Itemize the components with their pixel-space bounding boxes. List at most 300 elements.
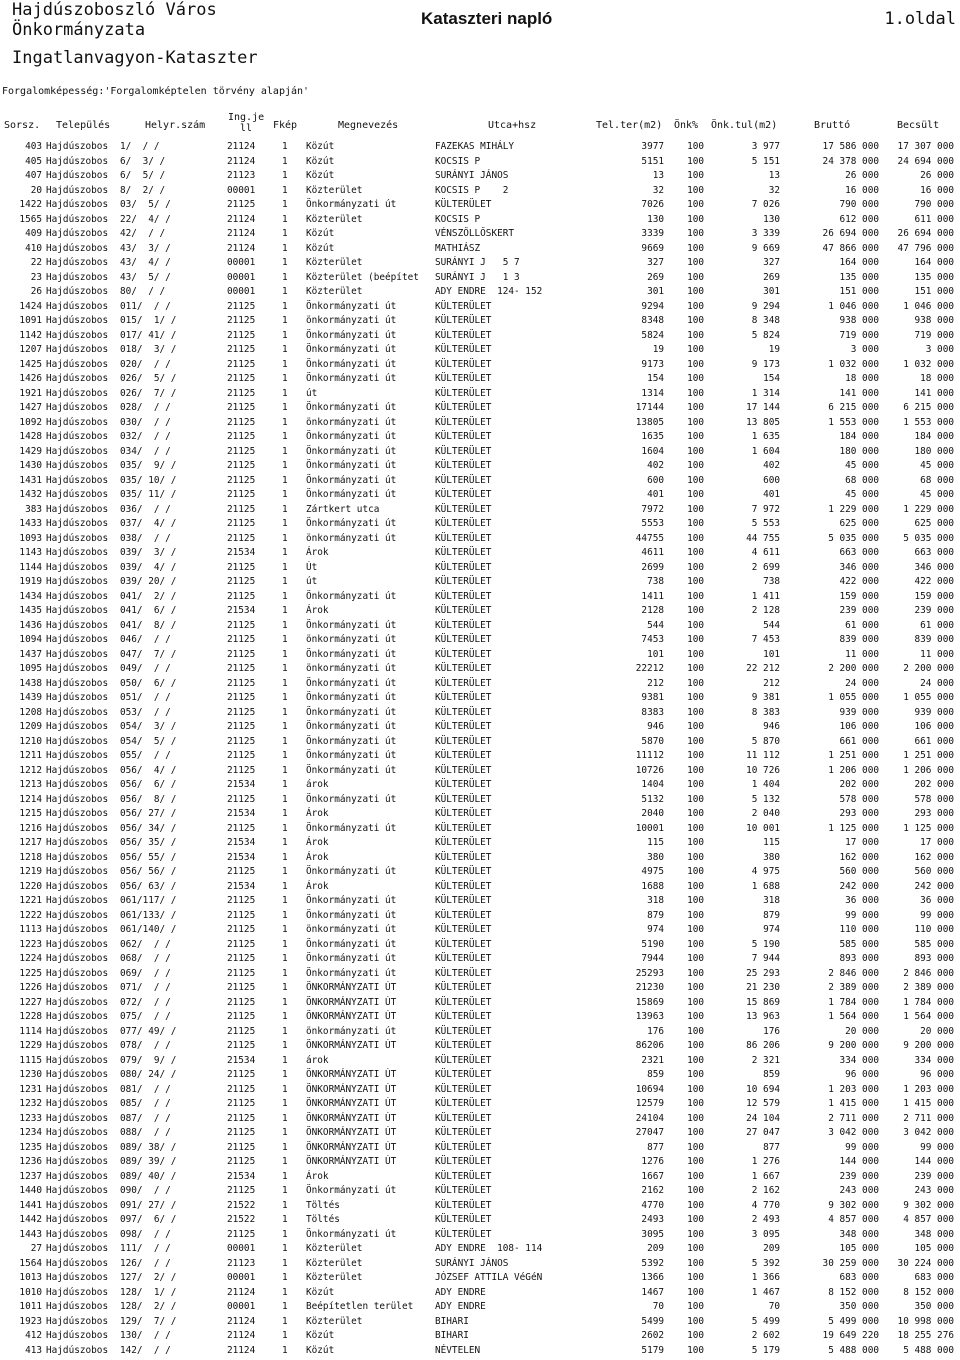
cell-telek-terulet: 209 (647, 1243, 664, 1254)
cell-fokep: 1 (282, 967, 288, 979)
cell-onk-szazalek: 100 (687, 880, 704, 892)
cell-brutto: 625 000 (839, 518, 879, 529)
cell-megnevezes: Közterület (306, 1257, 363, 1269)
cell-ingatlan-jelleg: 21125 (227, 561, 256, 573)
cell-utca-hsz: KÜLTERÜLET (435, 503, 492, 515)
cell-brutto: 30 259 000 (822, 1257, 879, 1269)
cell-brutto: 106 000 (839, 721, 879, 732)
cell-megnevezes: Önkormányzati út (306, 373, 397, 384)
cell-helyrajziszam: 6/ 5/ / (120, 170, 166, 181)
cell-helyrajziszam: 046/ / / (120, 634, 171, 645)
cell-fokep: 1 (282, 634, 288, 645)
cell-onk-tulajdon: 22 212 (746, 663, 780, 674)
cell-fokep: 1 (282, 1127, 288, 1138)
cell-onk-tulajdon: 86 206 (746, 1040, 780, 1051)
table-row (0, 271, 960, 286)
cell-becsult: 162 000 (914, 851, 954, 863)
table-row (0, 1184, 960, 1199)
cell-ingatlan-jelleg: 21125 (227, 1112, 256, 1124)
cell-ingatlan-jelleg: 21125 (227, 489, 256, 500)
table-row (0, 952, 960, 967)
cell-fokep: 1 (282, 286, 288, 297)
table-row (0, 343, 960, 358)
cell-brutto: 1 229 000 (828, 503, 879, 515)
cell-helyrajziszam: 051/ / / (120, 692, 171, 703)
cell-telepules: Hajdúszobos (46, 851, 109, 863)
cell-megnevezes: Önkormányzati út (306, 706, 397, 718)
cell-fokep: 1 (282, 1054, 288, 1066)
cell-fokep: 1 (282, 590, 288, 602)
cell-fokep: 1 (282, 1344, 288, 1356)
cell-fokep: 1 (282, 1214, 288, 1225)
cell-telek-terulet: 1635 (641, 431, 664, 442)
cell-fokep: 1 (282, 344, 288, 355)
cell-megnevezes: árok (306, 1054, 329, 1066)
cell-onk-szazalek: 100 (687, 1040, 704, 1051)
cell-ingatlan-jelleg: 21125 (227, 953, 256, 964)
cell-ingatlan-jelleg: 21125 (227, 1040, 256, 1051)
cell-fokep: 1 (282, 489, 288, 500)
cell-onk-szazalek: 100 (687, 474, 704, 486)
cell-fokep: 1 (282, 300, 288, 312)
cell-utca-hsz: KÜLTERÜLET (435, 1069, 492, 1080)
cell-sorsz: 1424 (19, 300, 42, 312)
cell-utca-hsz: KÜLTERÜLET (435, 721, 492, 732)
cell-onk-tulajdon: 15 869 (746, 996, 780, 1008)
cell-brutto: 578 000 (839, 793, 879, 805)
cell-telepules: Hajdúszobos (46, 1315, 109, 1327)
cell-megnevezes: Önkormányzati út (306, 402, 397, 413)
cell-telek-terulet: 9294 (641, 300, 664, 312)
table-row (0, 561, 960, 576)
cell-onk-tulajdon: 269 (763, 271, 780, 283)
cell-telek-terulet: 10001 (635, 822, 664, 834)
cell-megnevezes: Árok (306, 851, 329, 863)
cell-ingatlan-jelleg: 21522 (227, 1199, 256, 1211)
cell-telepules: Hajdúszobos (46, 300, 109, 312)
cell-megnevezes: árok (306, 779, 329, 790)
table-row (0, 1155, 960, 1170)
cell-onk-szazalek: 100 (687, 199, 704, 210)
cell-onk-tulajdon: 10 001 (746, 822, 780, 834)
cell-ingatlan-jelleg: 21125 (227, 1083, 256, 1095)
cell-onk-szazalek: 100 (687, 1228, 704, 1240)
cell-telepules: Hajdúszobos (46, 184, 109, 196)
table-row (0, 227, 960, 242)
table-row (0, 445, 960, 460)
cell-brutto: 663 000 (839, 547, 879, 558)
cell-helyrajziszam: 028/ / / (120, 402, 171, 413)
filter-line: Forgalomképesség:'Forgalomképtelen törvény alapján' (2, 86, 310, 97)
cell-utca-hsz: KÜLTERÜLET (435, 982, 492, 993)
cell-fokep: 1 (282, 822, 288, 834)
cell-ingatlan-jelleg: 21125 (227, 1228, 256, 1240)
cell-brutto: 3 042 000 (828, 1127, 879, 1138)
cell-ingatlan-jelleg: 21124 (227, 1315, 256, 1327)
table-row (0, 517, 960, 532)
cell-helyrajziszam: 062/ / / (120, 938, 171, 950)
cell-utca-hsz: JÓZSEF ATTILA VéGéN (435, 1272, 543, 1283)
cell-becsult: 939 000 (914, 706, 954, 718)
cell-telepules: Hajdúszobos (46, 895, 109, 906)
table-row (0, 300, 960, 315)
cell-sorsz: 1210 (19, 735, 42, 747)
cell-brutto: 1 553 000 (828, 416, 879, 428)
cell-onk-szazalek: 100 (687, 837, 704, 848)
cell-utca-hsz: KÜLTERÜLET (435, 547, 492, 558)
cell-telek-terulet: 269 (647, 271, 664, 283)
cell-becsult: 585 000 (914, 938, 954, 950)
cell-telepules: Hajdúszobos (46, 779, 109, 790)
cell-becsult: 5 488 000 (903, 1344, 954, 1356)
cell-megnevezes: Önkormányzati út (306, 692, 397, 703)
cell-helyrajziszam: 056/ 35/ / (120, 837, 177, 848)
table-row (0, 1271, 960, 1286)
cell-brutto: 1 564 000 (828, 1011, 879, 1022)
col-header-telek-terulet: Tel.ter(m2) (596, 120, 663, 131)
cell-sorsz: 1220 (19, 880, 42, 892)
table-row (0, 720, 960, 735)
cell-helyrajziszam: 036/ / / (120, 503, 171, 515)
cell-onk-szazalek: 100 (687, 793, 704, 805)
cell-onk-tulajdon: 24 104 (746, 1112, 780, 1124)
table-row (0, 184, 960, 199)
cell-telepules: Hajdúszobos (46, 155, 109, 167)
cell-sorsz: 1442 (19, 1214, 42, 1225)
cell-ingatlan-jelleg: 21534 (227, 1170, 256, 1182)
cell-megnevezes: Közterület (306, 1315, 363, 1327)
table-row (0, 1242, 960, 1257)
cell-becsult: 24 694 000 (897, 155, 954, 167)
cell-helyrajziszam: 037/ 4/ / (120, 518, 177, 529)
cell-telepules: Hajdúszobos (46, 1011, 109, 1022)
cell-telepules: Hajdúszobos (46, 1025, 109, 1037)
cell-onk-tulajdon: 32 (768, 184, 780, 196)
cell-onk-szazalek: 100 (687, 315, 704, 326)
cell-sorsz: 1221 (19, 895, 42, 906)
cell-brutto: 893 000 (839, 953, 879, 964)
cell-megnevezes: Önkormányzati út (306, 329, 397, 341)
cell-telek-terulet: 380 (647, 851, 664, 863)
cell-becsult: 893 000 (914, 953, 954, 964)
table-row (0, 416, 960, 431)
cell-helyrajziszam: 075/ / / (120, 1011, 171, 1022)
cell-helyrajziszam: 090/ / / (120, 1185, 171, 1196)
cell-brutto: 334 000 (839, 1054, 879, 1066)
cell-utca-hsz: KÜLTERÜLET (435, 634, 492, 645)
cell-brutto: 661 000 (839, 735, 879, 747)
cell-brutto: 293 000 (839, 808, 879, 819)
cell-utca-hsz: KÜLTERÜLET (435, 1228, 492, 1240)
cell-onk-tulajdon: 7 972 (751, 503, 780, 515)
cell-fokep: 1 (282, 721, 288, 732)
cell-sorsz: 1095 (19, 663, 42, 674)
cell-helyrajziszam: 039/ 3/ / (120, 547, 177, 558)
cell-utca-hsz: SURÁNYI J 1 3 (435, 271, 520, 283)
cell-telepules: Hajdúszobos (46, 373, 109, 384)
cell-sorsz: 1233 (19, 1112, 42, 1124)
cell-brutto: 2 711 000 (828, 1112, 879, 1124)
cell-brutto: 839 000 (839, 634, 879, 645)
cell-becsult: 3 000 (925, 344, 954, 355)
cell-utca-hsz: KÜLTERÜLET (435, 605, 492, 616)
cell-megnevezes: Önkormányzati út (306, 489, 397, 500)
cell-telek-terulet: 2321 (641, 1054, 664, 1066)
cell-sorsz: 1436 (19, 619, 42, 631)
cell-becsult: 24 000 (920, 677, 954, 689)
cell-ingatlan-jelleg: 21125 (227, 416, 256, 428)
cell-sorsz: 1430 (19, 460, 42, 471)
cell-onk-tulajdon: 402 (763, 460, 780, 471)
cell-helyrajziszam: 080/ 24/ / (120, 1069, 177, 1080)
cell-sorsz: 1228 (19, 1011, 42, 1022)
cell-helyrajziszam: 041/ 8/ / (120, 619, 177, 631)
cell-telepules: Hajdúszobos (46, 1272, 109, 1283)
cell-helyrajziszam: 128/ 2/ / (120, 1301, 177, 1312)
cell-onk-szazalek: 100 (687, 1301, 704, 1312)
cell-sorsz: 1143 (19, 547, 42, 558)
cell-onk-szazalek: 100 (687, 300, 704, 312)
cell-brutto: 2 846 000 (828, 967, 879, 979)
cell-sorsz: 1216 (19, 822, 42, 834)
cell-telek-terulet: 13805 (635, 416, 664, 428)
cell-fokep: 1 (282, 1330, 288, 1341)
cell-brutto: 16 000 (845, 184, 879, 196)
cell-onk-tulajdon: 5 870 (751, 735, 780, 747)
cell-becsult: 151 000 (914, 286, 954, 297)
cell-onk-szazalek: 100 (687, 924, 704, 935)
table-row (0, 633, 960, 648)
cell-helyrajziszam: 054/ 3/ / (120, 721, 177, 732)
cell-helyrajziszam: 017/ 41/ / (120, 329, 177, 341)
cell-onk-tulajdon: 2 128 (751, 605, 780, 616)
cell-utca-hsz: KÜLTERÜLET (435, 1214, 492, 1225)
cell-becsult: 180 000 (914, 445, 954, 457)
cell-onk-szazalek: 100 (687, 1127, 704, 1138)
cell-telek-terulet: 3977 (641, 141, 664, 152)
cell-helyrajziszam: 127/ 2/ / (120, 1272, 177, 1283)
table-row (0, 1257, 960, 1272)
cell-utca-hsz: KOCSIS P 2 (435, 184, 509, 196)
cell-utca-hsz: KÜLTERÜLET (435, 1011, 492, 1022)
cell-becsult: 239 000 (914, 605, 954, 616)
cell-telepules: Hajdúszobos (46, 1083, 109, 1095)
cell-helyrajziszam: 129/ 7/ / (120, 1315, 177, 1327)
cell-utca-hsz: KÜLTERÜLET (435, 344, 492, 355)
cell-onk-tulajdon: 12 579 (746, 1098, 780, 1109)
cell-brutto: 96 000 (845, 1069, 879, 1080)
cell-sorsz: 1013 (19, 1272, 42, 1283)
cell-telek-terulet: 4770 (641, 1199, 664, 1211)
cell-ingatlan-jelleg: 21125 (227, 315, 256, 326)
cell-telek-terulet: 32 (652, 184, 664, 196)
cell-megnevezes: Közterület (306, 184, 363, 196)
cell-onk-szazalek: 100 (687, 706, 704, 718)
table-row (0, 1228, 960, 1243)
cell-utca-hsz: KÜLTERÜLET (435, 416, 492, 428)
cell-ingatlan-jelleg: 00001 (227, 1301, 256, 1312)
cell-telepules: Hajdúszobos (46, 793, 109, 805)
table-row (0, 662, 960, 677)
cell-utca-hsz: FAZEKAS MIHÁLY (435, 141, 515, 152)
cell-megnevezes: önkormányzati út (306, 315, 397, 326)
cell-brutto: 239 000 (839, 1170, 879, 1182)
table-row (0, 822, 960, 837)
cell-brutto: 9 200 000 (828, 1040, 879, 1051)
cell-telepules: Hajdúszobos (46, 170, 109, 181)
cell-telek-terulet: 212 (647, 677, 664, 689)
table-row (0, 430, 960, 445)
cell-brutto: 151 000 (839, 286, 879, 297)
cell-brutto: 1 206 000 (828, 764, 879, 776)
cell-brutto: 99 000 (845, 909, 879, 921)
cell-megnevezes: Önkormányzati út (306, 431, 397, 442)
cell-telepules: Hajdúszobos (46, 677, 109, 689)
cell-onk-tulajdon: 3 095 (751, 1228, 780, 1240)
cell-megnevezes: Önkormányzati út (306, 648, 397, 660)
cell-becsult: 26 000 (920, 170, 954, 181)
cell-helyrajziszam: 1/ / / (120, 141, 160, 152)
cell-sorsz: 413 (25, 1344, 42, 1356)
cell-ingatlan-jelleg: 21124 (227, 213, 256, 225)
cell-telek-terulet: 115 (647, 837, 664, 848)
cell-megnevezes: önkormányzati út (306, 416, 397, 428)
cell-telepules: Hajdúszobos (46, 750, 109, 761)
cell-onk-tulajdon: 1 404 (751, 779, 780, 790)
cell-sorsz: 1226 (19, 982, 42, 993)
cell-telepules: Hajdúszobos (46, 1301, 109, 1312)
cell-onk-szazalek: 100 (687, 402, 704, 413)
cell-helyrajziszam: 026/ 5/ / (120, 373, 177, 384)
cell-utca-hsz: KÜLTERÜLET (435, 373, 492, 384)
cell-helyrajziszam: 077/ 49/ / (120, 1025, 177, 1037)
cell-megnevezes: Út (306, 561, 318, 573)
cell-telek-terulet: 4611 (641, 547, 664, 558)
cell-onk-tulajdon: 212 (763, 677, 780, 689)
cell-onk-tulajdon: 974 (763, 924, 780, 935)
cell-megnevezes: Önkormányzati út (306, 750, 397, 761)
cell-becsult: 350 000 (914, 1301, 954, 1312)
cell-utca-hsz: ADY ENDRE (435, 1286, 486, 1298)
table-row (0, 677, 960, 692)
cell-ingatlan-jelleg: 00001 (227, 1272, 256, 1283)
cell-fokep: 1 (282, 1069, 288, 1080)
cell-helyrajziszam: 055/ / / (120, 750, 171, 761)
cell-fokep: 1 (282, 228, 288, 239)
cell-sorsz: 1236 (19, 1156, 42, 1167)
table-row (0, 923, 960, 938)
cell-onk-tulajdon: 7 026 (751, 199, 780, 210)
cell-ingatlan-jelleg: 21125 (227, 344, 256, 355)
cell-brutto: 9 302 000 (828, 1199, 879, 1211)
cell-utca-hsz: VÉNSZŐLLŐSKERT (435, 228, 515, 239)
cell-ingatlan-jelleg: 21125 (227, 576, 256, 587)
cell-megnevezes: ÖNKORMÁNYZATI ÚT (306, 1156, 397, 1167)
cell-ingatlan-jelleg: 21125 (227, 982, 256, 993)
cell-brutto: 243 000 (839, 1185, 879, 1196)
cell-onk-szazalek: 100 (687, 518, 704, 529)
cell-helyrajziszam: 071/ / / (120, 982, 171, 993)
cell-brutto: 422 000 (839, 576, 879, 587)
cell-fokep: 1 (282, 199, 288, 210)
cell-brutto: 239 000 (839, 605, 879, 616)
cell-utca-hsz: KÜLTERÜLET (435, 692, 492, 703)
cell-megnevezes: Önkormányzati út (306, 677, 397, 689)
cell-onk-tulajdon: 877 (763, 1141, 780, 1153)
cell-ingatlan-jelleg: 21124 (227, 1330, 256, 1341)
cell-helyrajziszam: 142/ / / (120, 1344, 171, 1356)
cell-utca-hsz: KÜLTERÜLET (435, 677, 492, 689)
cell-helyrajziszam: 43/ 5/ / (120, 271, 171, 283)
cell-onk-szazalek: 100 (687, 460, 704, 471)
cell-brutto: 105 000 (839, 1243, 879, 1254)
cell-fokep: 1 (282, 677, 288, 689)
cell-telepules: Hajdúszobos (46, 503, 109, 515)
cell-onk-szazalek: 100 (687, 721, 704, 732)
cell-onk-szazalek: 100 (687, 1112, 704, 1124)
cell-fokep: 1 (282, 547, 288, 558)
cell-helyrajziszam: 128/ 1/ / (120, 1286, 177, 1298)
cell-telepules: Hajdúszobos (46, 1098, 109, 1109)
cell-onk-szazalek: 100 (687, 982, 704, 993)
cell-fokep: 1 (282, 750, 288, 761)
cell-telek-terulet: 101 (647, 648, 664, 660)
cell-ingatlan-jelleg: 00001 (227, 184, 256, 196)
cell-megnevezes: Önkormányzati út (306, 793, 397, 805)
cell-megnevezes: ÖNKORMÁNYZATI ÚT (306, 1011, 397, 1022)
cell-ingatlan-jelleg: 21125 (227, 938, 256, 950)
cell-becsult: 10 998 000 (897, 1315, 954, 1327)
cell-megnevezes: Önkormányzati út (306, 764, 397, 776)
cell-onk-szazalek: 100 (687, 271, 704, 283)
cell-utca-hsz: KÜLTERÜLET (435, 909, 492, 921)
cell-telepules: Hajdúszobos (46, 286, 109, 297)
cell-brutto: 4 857 000 (828, 1214, 879, 1225)
cell-fokep: 1 (282, 1025, 288, 1037)
cell-onk-szazalek: 100 (687, 1286, 704, 1298)
cell-onk-szazalek: 100 (687, 387, 704, 399)
cell-fokep: 1 (282, 735, 288, 747)
cell-telek-terulet: 9381 (641, 692, 664, 703)
table-row (0, 256, 960, 271)
cell-brutto: 348 000 (839, 1228, 879, 1240)
cell-helyrajziszam: 056/ 55/ / (120, 851, 177, 863)
cell-becsult: 18 255 276 (897, 1330, 954, 1341)
cell-fokep: 1 (282, 808, 288, 819)
cell-sorsz: 26 (30, 286, 42, 297)
cell-telek-terulet: 318 (647, 895, 664, 906)
cell-onk-tulajdon: 879 (763, 909, 780, 921)
cell-onk-tulajdon: 2 162 (751, 1185, 780, 1196)
cell-fokep: 1 (282, 1011, 288, 1022)
cell-becsult: 17 307 000 (897, 141, 954, 152)
cell-onk-tulajdon: 401 (763, 489, 780, 500)
cell-sorsz: 1921 (19, 387, 42, 399)
cell-telepules: Hajdúszobos (46, 982, 109, 993)
cell-ingatlan-jelleg: 21125 (227, 1011, 256, 1022)
cell-fokep: 1 (282, 938, 288, 950)
cell-brutto: 1 125 000 (828, 822, 879, 834)
cell-utca-hsz: KÜLTERÜLET (435, 300, 492, 312)
cell-telepules: Hajdúszobos (46, 1243, 109, 1254)
cell-megnevezes: Önkormányzati út (306, 953, 397, 964)
cell-telepules: Hajdúszobos (46, 619, 109, 631)
cell-sorsz: 1428 (19, 431, 42, 442)
cell-fokep: 1 (282, 779, 288, 790)
cell-brutto: 585 000 (839, 938, 879, 950)
cell-becsult: 144 000 (914, 1156, 954, 1167)
table-row (0, 967, 960, 982)
